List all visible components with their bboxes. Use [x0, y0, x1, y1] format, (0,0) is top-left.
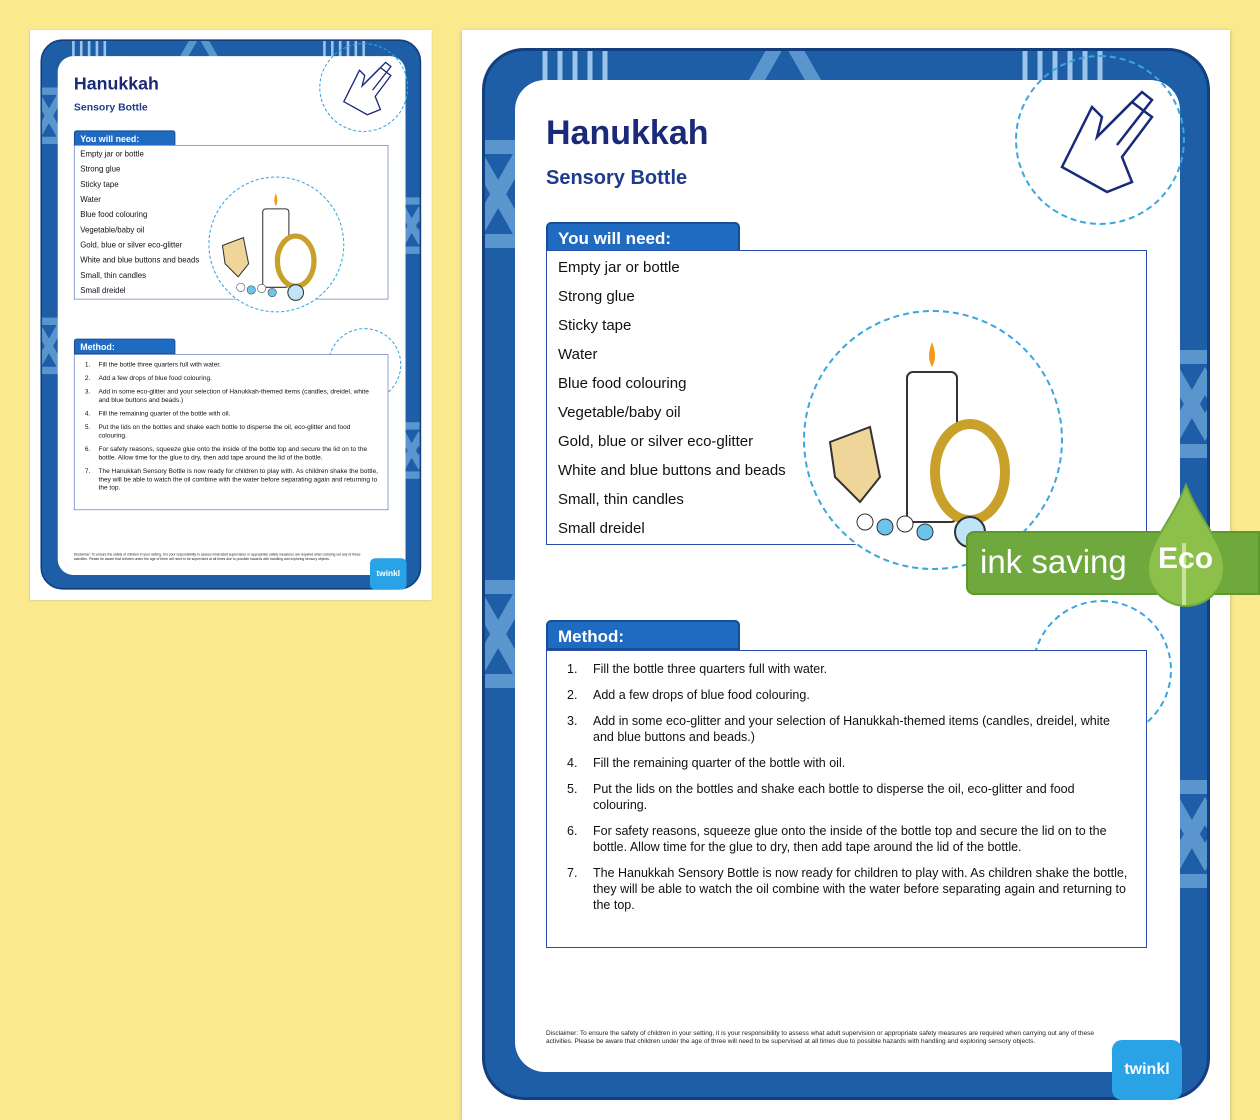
- hand-icon-circle: [319, 43, 408, 132]
- hanukkah-items-illustration: [209, 177, 342, 310]
- list-item: Small dreidel: [80, 286, 126, 296]
- method-step: 3. Add in some eco-glitter and your selection of Hanukkah-themed items (candles, dreidel, white and blue buttons and beads.): [567, 714, 1110, 744]
- needs-heading: You will need:: [74, 130, 175, 146]
- list-item: Water: [558, 346, 598, 363]
- method-heading: Method:: [74, 339, 175, 355]
- list-item: Sticky tape: [558, 317, 632, 334]
- list-item: Empty jar or bottle: [80, 149, 144, 159]
- method-step: 2. Add a few drops of blue food colouring.: [567, 688, 810, 702]
- method-step: 1. Fill the bottle three quarters full with water.: [84, 360, 221, 368]
- method-step: 6. For safety reasons, squeeze glue onto the inside of the bottle top and secure the lid on to the bottle. Allow time for the glue to dry, then add tape around the lid of the bottle.: [84, 445, 368, 461]
- list-item: Strong glue: [80, 164, 121, 174]
- method-step: 5. Put the lids on the bottles and shake each bottle to disperse the oil, eco-glitter and food colouring.: [84, 423, 351, 439]
- document-subtitle: Sensory Bottle: [73, 101, 148, 114]
- method-list: [74, 354, 388, 510]
- needs-heading: You will need:: [546, 222, 740, 252]
- list-item: Small dreidel: [558, 520, 645, 537]
- illustration-circle: [208, 176, 344, 312]
- method-list: [546, 650, 1147, 948]
- list-item: Small, thin candles: [558, 491, 684, 508]
- method-step: 4. Fill the remaining quarter of the bottle with oil.: [567, 756, 846, 770]
- ink-saving-label: ink saving: [980, 543, 1127, 580]
- document-title: Hanukkah: [546, 114, 709, 152]
- hand-bottle-icon: [320, 44, 406, 130]
- method-step: 2. Add a few drops of blue food colouring.: [84, 374, 212, 382]
- hanukkah-items-illustration: [805, 312, 1060, 567]
- document-subtitle: Sensory Bottle: [546, 167, 688, 189]
- list-item: White and blue buttons and beads: [80, 255, 200, 265]
- list-item: Empty jar or bottle: [558, 259, 680, 276]
- method-step: 6. For safety reasons, squeeze glue onto the inside of the bottle top and secure the lid on to the bottle. Allow time for the glue to dry, then add tape around the lid of the bottle.: [567, 824, 1107, 854]
- list-item: Vegetable/baby oil: [80, 225, 145, 235]
- list-item: Water: [80, 195, 101, 205]
- list-item: Sticky tape: [80, 180, 119, 189]
- method-step: 5. Put the lids on the bottles and shake each bottle to disperse the oil, eco-glitter and food colouring.: [567, 782, 1075, 812]
- list-item: Vegetable/baby oil: [558, 404, 681, 421]
- list-item: White and blue buttons and beads: [558, 462, 786, 479]
- twinkl-logo: twinkl: [1112, 1040, 1182, 1100]
- document-thumbnail[interactable]: [30, 30, 432, 600]
- method-step: 1. Fill the bottle three quarters full with water.: [567, 662, 828, 676]
- method-heading: Method:: [546, 620, 740, 650]
- document-title: Hanukkah: [73, 73, 159, 94]
- list-item: Strong glue: [558, 288, 635, 305]
- list-item: Blue food colouring: [80, 210, 148, 220]
- list-item: Gold, blue or silver eco-glitter: [558, 433, 754, 450]
- method-step: 4. Fill the remaining quarter of the bottle with oil.: [84, 409, 231, 418]
- list-item: Blue food colouring: [558, 375, 687, 392]
- method-step: 7. The Hanukkah Sensory Bottle is now ready for children to play with. As children shake the bottle, they will be able to watch the oil combine with the water before separating again and returning to the top.: [84, 467, 378, 492]
- hand-bottle-icon: [1017, 57, 1182, 222]
- list-item: Gold, blue or silver eco-glitter: [80, 240, 183, 250]
- disclaimer: Disclaimer: To ensure the safety of children in your setting, it is your responsibility to assess what adult supervision or appropriate safety measures are required when carrying out any of these activities. Please be aware that children under the age of three will need to be supervised at all times due to possible hazards with handling and exploring sensory objects.: [73, 553, 361, 561]
- list-item: Small, thin candles: [80, 271, 147, 280]
- method-step: 3. Add in some eco-glitter and your selection of Hanukkah-themed items (candles, dreidel, white and blue buttons and beads.): [84, 387, 369, 404]
- hand-icon-circle: [1015, 55, 1185, 225]
- disclaimer: Disclaimer: To ensure the safety of children in your setting, it is your responsibility to assess what adult supervision or appropriate safety measures are required when carrying out any of these activities. Please be aware that children under the age of three will need to be supervised at all times due to possible hazards with handling and exploring sensory objects.: [546, 1030, 1094, 1045]
- eco-label: Eco: [1158, 542, 1214, 575]
- method-step: 7. The Hanukkah Sensory Bottle is now ready for children to play with. As children shake the bottle, they will be able to watch the oil combine with the water before separating again and returning to the top.: [567, 866, 1128, 912]
- twinkl-logo: twinkl: [370, 558, 407, 589]
